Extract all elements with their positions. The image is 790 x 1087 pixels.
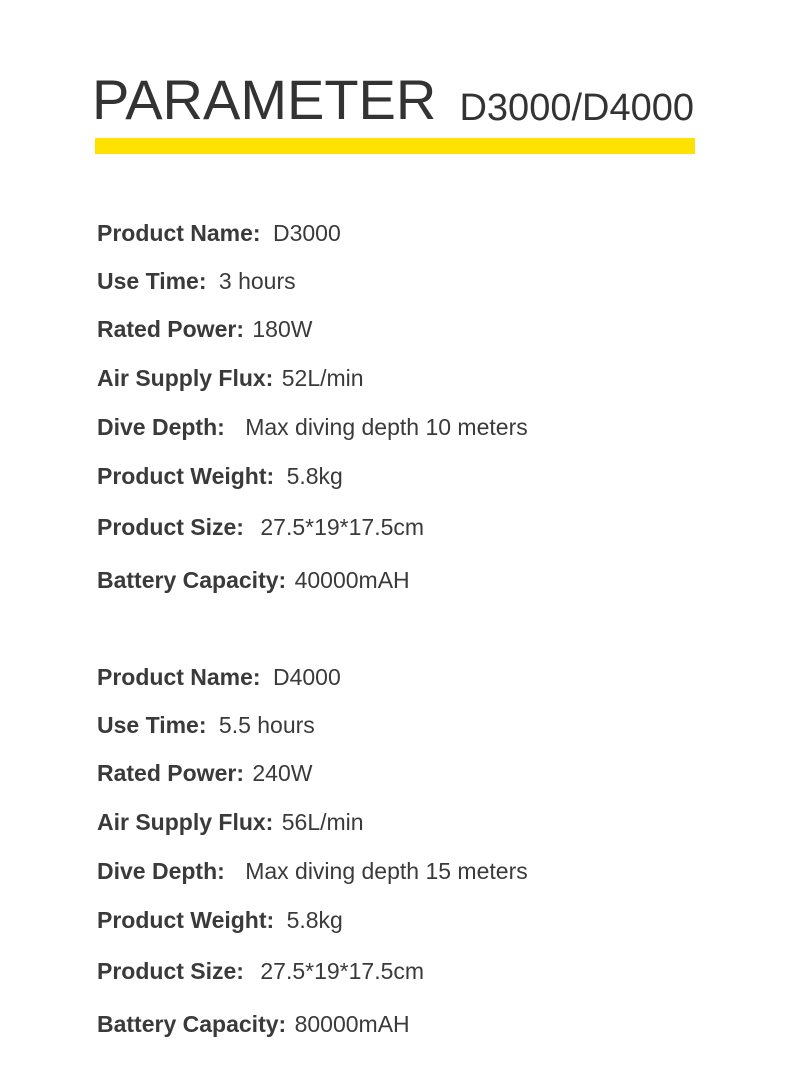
spec-value: 5.5 hours	[218, 712, 315, 738]
spec-value: 27.5*19*17.5cm	[260, 958, 425, 984]
spec-row-use-time	[97, 710, 315, 740]
spec-label: Use Time:	[97, 712, 207, 738]
spec-row-product-size	[97, 956, 424, 986]
spec-label: Rated Power:	[97, 316, 244, 342]
spec-label: Air Supply Flux:	[97, 809, 274, 835]
spec-row-product-weight	[97, 461, 343, 491]
spec-label: Product Name:	[97, 664, 261, 690]
spec-row-dive-depth	[97, 856, 528, 886]
spec-row-rated-power	[97, 314, 312, 344]
spec-value: 5.8kg	[286, 463, 343, 489]
spec-label: Product Size:	[97, 958, 244, 984]
spec-row-product-name	[97, 662, 341, 692]
spec-value: 27.5*19*17.5cm	[260, 514, 425, 540]
spec-value: Max diving depth 10 meters	[245, 414, 528, 440]
spec-label: Product Weight:	[97, 907, 275, 933]
spec-label: Air Supply Flux:	[97, 365, 274, 391]
spec-row-product-name	[97, 218, 341, 248]
spec-row-battery-capacity	[97, 565, 410, 595]
spec-value: 80000mAH	[294, 1011, 410, 1037]
page-title: PARAMETER	[92, 68, 437, 131]
spec-value: D3000	[272, 220, 341, 246]
spec-value: 40000mAH	[294, 567, 410, 593]
accent-bar	[95, 138, 695, 154]
spec-value: 3 hours	[218, 268, 296, 294]
spec-label: Product Weight:	[97, 463, 275, 489]
spec-value: 56L/min	[281, 809, 364, 835]
spec-row-rated-power	[97, 758, 312, 788]
spec-value: 180W	[252, 316, 313, 342]
spec-value: D4000	[272, 664, 341, 690]
spec-value: 240W	[252, 760, 313, 786]
spec-label: Battery Capacity:	[97, 1011, 287, 1037]
spec-label: Product Name:	[97, 220, 261, 246]
spec-row-air-supply-flux	[97, 807, 364, 837]
spec-value: Max diving depth 15 meters	[245, 858, 528, 884]
spec-row-air-supply-flux	[97, 363, 364, 393]
model-names: D3000/D4000	[459, 87, 694, 129]
spec-label: Battery Capacity:	[97, 567, 287, 593]
spec-value: 52L/min	[281, 365, 364, 391]
spec-label: Product Size:	[97, 514, 244, 540]
spec-label: Rated Power:	[97, 760, 244, 786]
spec-label: Dive Depth:	[97, 858, 225, 884]
spec-row-use-time	[97, 266, 296, 296]
spec-label: Dive Depth:	[97, 414, 225, 440]
spec-row-product-size	[97, 512, 424, 542]
spec-row-product-weight	[97, 905, 343, 935]
spec-label: Use Time:	[97, 268, 207, 294]
spec-value: 5.8kg	[286, 907, 343, 933]
spec-row-battery-capacity	[97, 1009, 410, 1039]
spec-row-dive-depth	[97, 412, 528, 442]
